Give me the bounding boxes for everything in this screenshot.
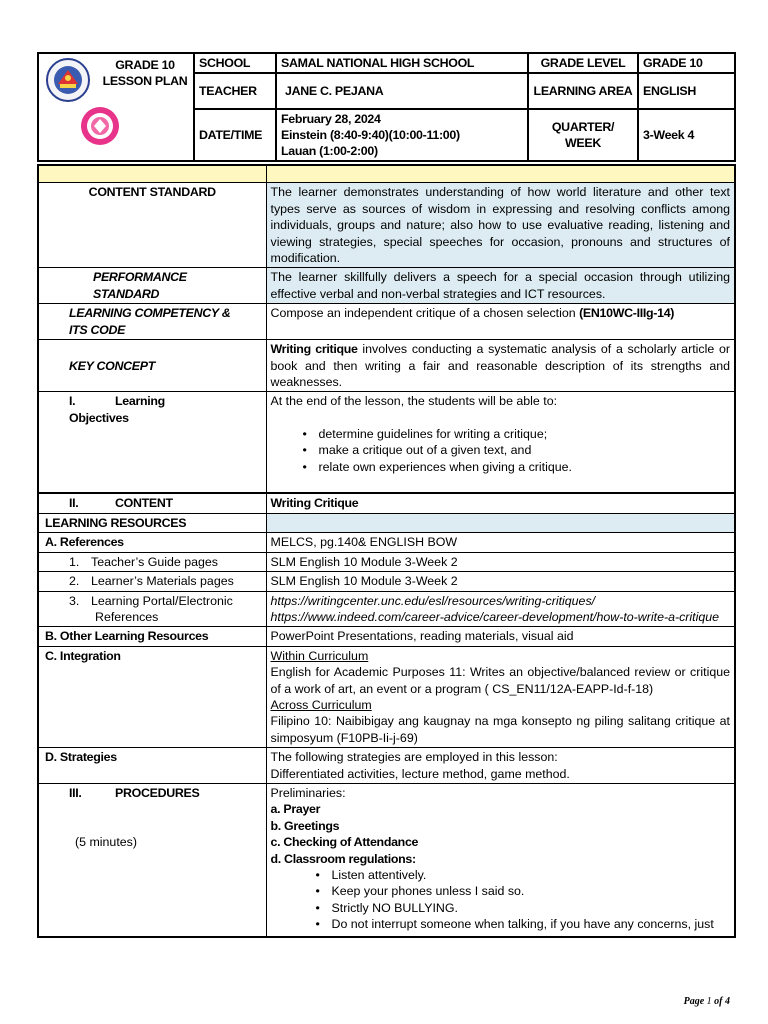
teachers-guide-row: [38, 552, 735, 571]
header-table: [37, 52, 736, 162]
objective-item: • determine guidelines for writing a critique;: [319, 426, 731, 442]
regulation-item: • Listen attentively.: [332, 867, 731, 883]
integration-label: C. Integration: [38, 646, 266, 747]
learning-area-value: ENGLISH: [638, 73, 735, 109]
portal-link-unc[interactable]: https://writingcenter.unc.edu/esl/resources/writing-critiques/: [270, 593, 596, 608]
grade-level-value: GRADE 10: [638, 53, 735, 73]
procedures-row: [38, 783, 735, 937]
within-curriculum-label: Within Curriculum: [270, 648, 369, 663]
procedures-label-cell: III. PROCEDURES (5 minutes): [38, 783, 266, 937]
content-row: [38, 493, 735, 513]
learners-materials-row: [38, 572, 735, 591]
key-concept-row: [38, 340, 735, 392]
portal-link-indeed[interactable]: https://www.indeed.com/career-advice/career-development/how-to-write-a-critique: [270, 609, 720, 624]
other-resources-row: [38, 627, 735, 646]
page-indicator: Page 1 of 4: [683, 996, 730, 1007]
regulations-list: [271, 867, 731, 933]
references-label: A. References: [38, 533, 266, 552]
objectives-list: [271, 426, 731, 475]
procedures-content: Preliminaries: a. Prayer b. Greetings c. Checking of Attendance d. Classroom regulations: • Listen attentively. • Keep your phones unless I said so. • Strictly NO BULLYING. • Do not interrupt someone when talking, if you have any concerns, just: [266, 783, 735, 937]
teacher-label: TEACHER: [194, 73, 276, 109]
content-standard-text: The learner demonstrates understanding of how world literature and other text types serve as sources of wisdom in expressing and resolving conflicts among individuals, groups and nature; also how to use evaluative reading, listening and viewing strategies, special speeches for occasion, pronouns and structures of modification.: [266, 183, 735, 268]
objectives-label: I. Learning Objectives: [38, 392, 266, 494]
within-curriculum-text: English for Academic Purposes 11: Writes an objective/balanced review or critique of a work of art, an event or a program ( CS_EN11/12A-EAPP-Id-f-18): [270, 665, 730, 696]
other-resources-label: B. Other Learning Resources: [38, 627, 266, 646]
competency-code: (EN10WC-IIIg-14): [579, 306, 675, 321]
grade-title: GRADE 10: [115, 58, 175, 72]
schedule-einstein: Einstein (8:40-9:40)(10:00-11:00): [281, 128, 460, 143]
teacher-value: [276, 73, 528, 109]
school-label: SCHOOL: [194, 53, 276, 73]
content-value: Writing Critique: [266, 493, 735, 513]
strategies-content: The following strategies are employed in this lesson: Differentiated activities, lecture method, game method.: [266, 748, 735, 784]
integration-row: [38, 646, 735, 747]
quarter-value: 3-Week 4: [638, 109, 735, 161]
quarter-label: QUARTER/ WEEK: [528, 109, 638, 161]
regulation-item: • Keep your phones unless I said so.: [332, 883, 731, 899]
content-standard-row: [38, 183, 735, 268]
key-concept-text: Writing critique involves conducting a systematic analysis of a scholarly article or book and then writing a fair and reasonable description of its strengths and weaknesses.: [266, 340, 735, 392]
competency-label: LEARNING COMPETENCY & ITS CODE: [38, 304, 266, 340]
strategies-label: D. Strategies: [38, 748, 266, 784]
learning-resources-row: [38, 513, 735, 532]
objectives-content: At the end of the lesson, the students will be able to: • determine guidelines for writing a critique; • make a critique out of a given text, and • relate own experiences when giving a critique.: [266, 392, 735, 494]
learning-resources-label: LEARNING RESOURCES: [38, 513, 266, 532]
yellow-band-row: [38, 165, 735, 183]
performance-standard-row: [38, 268, 735, 304]
learning-portal-links: [266, 591, 735, 627]
regulation-item: • Strictly NO BULLYING.: [332, 900, 731, 916]
strategies-row: [38, 748, 735, 784]
lesson-plan-sheet: [37, 52, 734, 938]
performance-standard-label: PERFORMANCE STANDARD: [38, 268, 266, 304]
content-standard-label: CONTENT STANDARD: [38, 183, 266, 268]
key-concept-label: KEY CONCEPT: [38, 340, 266, 392]
lesson-plan-title: [99, 57, 191, 89]
competency-text: Compose an independent critique of a chosen selection (EN10WC-IIIg-14): [266, 304, 735, 340]
datetime-label: DATE/TIME: [194, 109, 276, 161]
performance-standard-text: The learner skillfully delivers a speech for a special occasion through utilizing effective verbal and non-verbal strategies and ICT resources.: [266, 268, 735, 304]
teachers-guide-value: SLM English 10 Module 3-Week 2: [266, 552, 735, 571]
datetime-value: [276, 109, 528, 161]
objectives-row: [38, 392, 735, 494]
across-curriculum-text: Filipino 10: Naibibigay ang kaugnay na mga konsepto ng piling salitang critique at simposyum (F10PB-Ii-j-69): [270, 714, 730, 745]
objective-item: • relate own experiences when giving a critique.: [319, 459, 731, 475]
regulation-item: • Do not interrupt someone when talking, if you have any concerns, just: [332, 916, 731, 932]
content-label: II. CONTENT: [38, 493, 266, 513]
schedule-lauan: Lauan (1:00-2:00): [281, 144, 378, 159]
teachers-guide-label: 1. Teacher’s Guide pages: [38, 552, 266, 571]
learners-materials-label: 2. Learner’s Materials pages: [38, 572, 266, 591]
grade-level-label: GRADE LEVEL: [528, 53, 638, 73]
header-logo-cell: [38, 53, 194, 161]
integration-content: [266, 646, 735, 747]
across-curriculum-label: Across Curriculum: [270, 697, 372, 712]
learning-portal-label: 3. Learning Portal/Electronic References: [38, 591, 266, 627]
learners-materials-value: SLM English 10 Module 3-Week 2: [266, 572, 735, 591]
school-value: SAMAL NATIONAL HIGH SCHOOL: [276, 53, 528, 73]
references-row: [38, 533, 735, 552]
date-text: February 28, 2024: [281, 112, 381, 127]
other-resources-value: PowerPoint Presentations, reading materials, visual aid: [266, 627, 735, 646]
objective-item: • make a critique out of a given text, and: [319, 442, 731, 458]
learning-area-label: LEARNING AREA: [528, 73, 638, 109]
lesson-content-table: [37, 164, 736, 938]
teacher-name: JANE C. PEJANA: [285, 84, 384, 99]
references-value: MELCS, pg.140& ENGLISH BOW: [266, 533, 735, 552]
procedures-time: (5 minutes): [75, 835, 137, 850]
learning-portal-row: [38, 591, 735, 627]
lesson-plan-title-text: LESSON PLAN: [102, 74, 188, 88]
competency-row: [38, 304, 735, 340]
